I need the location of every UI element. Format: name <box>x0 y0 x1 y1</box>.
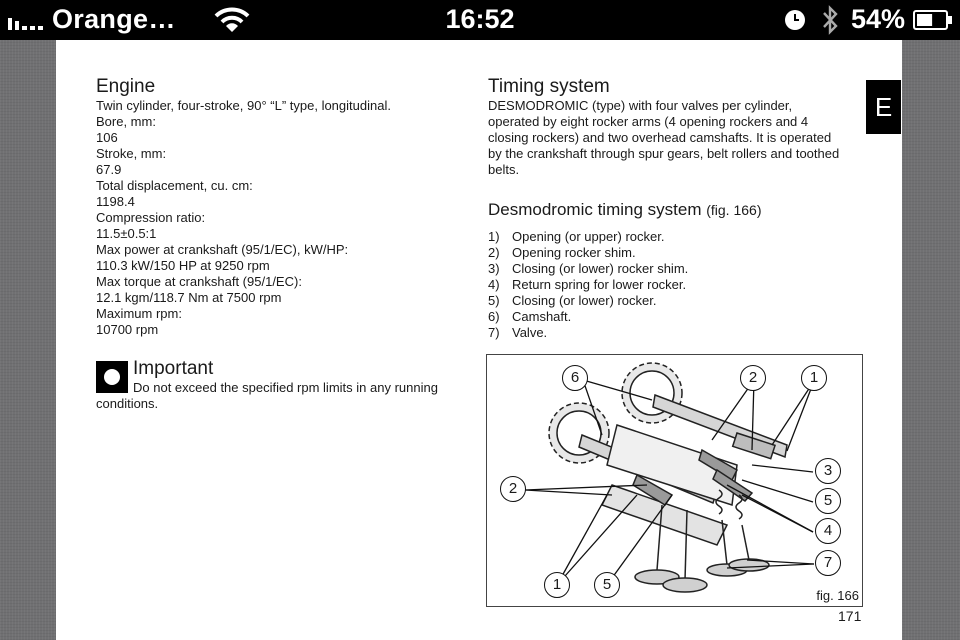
part-label: Opening rocker shim. <box>512 245 636 260</box>
desmodromic-figure <box>486 354 863 607</box>
part-label: Camshaft. <box>512 309 572 324</box>
engine-spec-line: 106 <box>96 130 118 145</box>
engine-spec-line: 12.1 kgm/118.7 Nm at 7500 rpm <box>96 290 282 305</box>
desmo-fig-ref: (fig. 166) <box>706 202 762 218</box>
parts-list <box>488 229 688 341</box>
status-bar <box>0 0 960 40</box>
timing-section <box>488 76 868 178</box>
parts-list-item <box>488 325 688 341</box>
callout-5: 5 <box>815 488 841 514</box>
parts-list-item <box>488 261 688 277</box>
clock-time: 16:52 <box>445 4 515 34</box>
engine-spec-line: Maximum rpm: <box>96 306 182 321</box>
part-number: 3) <box>488 261 500 276</box>
engine-spec-line: Stroke, mm: <box>96 146 167 161</box>
callout-3: 3 <box>815 458 841 484</box>
engine-spec-line: Twin cylinder, four-stroke, 90° “L” type, longitudinal. <box>96 98 391 113</box>
engine-spec-line: Total displacement, cu. cm: <box>96 178 253 193</box>
timing-text-line: belts. <box>488 162 520 177</box>
engine-section <box>96 76 476 338</box>
callout-5: 5 <box>594 572 620 598</box>
part-number: 6) <box>488 309 500 324</box>
timing-text-line: by the crankshaft through spur gears, belt rollers and toothed <box>488 146 840 161</box>
callout-6: 6 <box>562 365 588 391</box>
part-label: Opening (or upper) rocker. <box>512 229 665 244</box>
timing-description <box>488 98 868 178</box>
engine-spec-line: 67.9 <box>96 162 122 177</box>
parts-list-item <box>488 229 688 245</box>
left-linen-margin <box>0 40 56 640</box>
important-title: Important <box>133 358 214 379</box>
battery-icon <box>913 10 953 30</box>
engine-spec-line: Bore, mm: <box>96 114 156 129</box>
part-label: Closing (or lower) rocker shim. <box>512 261 689 276</box>
part-label: Closing (or lower) rocker. <box>512 293 657 308</box>
engine-spec-line: Max power at crankshaft (95/1/EC), kW/HP: <box>96 242 349 257</box>
important-note <box>96 358 476 412</box>
engine-spec-line: 110.3 kW/150 HP at 9250 rpm <box>96 258 270 273</box>
engine-specs <box>96 98 476 338</box>
right-linen-margin <box>902 40 960 640</box>
callout-1: 1 <box>544 572 570 598</box>
engine-spec-line: 10700 rpm <box>96 322 159 337</box>
timing-title: Timing system <box>488 76 610 97</box>
callout-4: 4 <box>815 518 841 544</box>
callout-1: 1 <box>801 365 827 391</box>
bluetooth-icon <box>820 5 840 35</box>
engine-spec-line: Max torque at crankshaft (95/1/EC): <box>96 274 302 289</box>
engine-spec-line: Compression ratio: <box>96 210 206 225</box>
engine-spec-line: 1198.4 <box>96 194 135 209</box>
desmo-title-text: Desmodromic timing system <box>488 200 702 219</box>
carrier-name: Orange… <box>52 4 176 34</box>
engine-spec-line: 11.5±0.5:1 <box>96 226 157 241</box>
engine-title: Engine <box>96 76 156 97</box>
manual-page[interactable] <box>56 40 902 640</box>
timing-text-line: DESMODROMIC (type) with four valves per cylinder, <box>488 98 793 113</box>
part-number: 2) <box>488 245 500 260</box>
alarm-clock-icon <box>784 9 806 31</box>
callout-2: 2 <box>500 476 526 502</box>
part-number: 7) <box>488 325 500 340</box>
part-number: 4) <box>488 277 500 292</box>
part-number: 5) <box>488 293 500 308</box>
callout-7: 7 <box>815 550 841 576</box>
timing-text-line: closing rockers) and two overhead camshafts. It is operated <box>488 130 832 145</box>
desmo-title <box>488 200 761 220</box>
parts-list-item <box>488 277 688 293</box>
callout-2: 2 <box>740 365 766 391</box>
page-number: 171 <box>838 608 862 624</box>
parts-list-item <box>488 245 688 261</box>
timing-text-line: operated by eight rocker arms (4 opening rockers and 4 <box>488 114 809 129</box>
figure-caption: fig. 166 <box>816 588 859 603</box>
section-tab[interactable]: E <box>866 80 901 134</box>
important-text: Do not exceed the specified rpm limits in any running conditions. <box>96 380 438 411</box>
part-number: 1) <box>488 229 500 244</box>
desmodromic-drawing <box>487 355 862 606</box>
important-icon <box>96 361 128 393</box>
parts-list-item <box>488 309 688 325</box>
parts-list-item <box>488 293 688 309</box>
part-label: Valve. <box>512 325 548 340</box>
battery-percentage: 54% <box>851 4 906 34</box>
part-label: Return spring for lower rocker. <box>512 277 687 292</box>
